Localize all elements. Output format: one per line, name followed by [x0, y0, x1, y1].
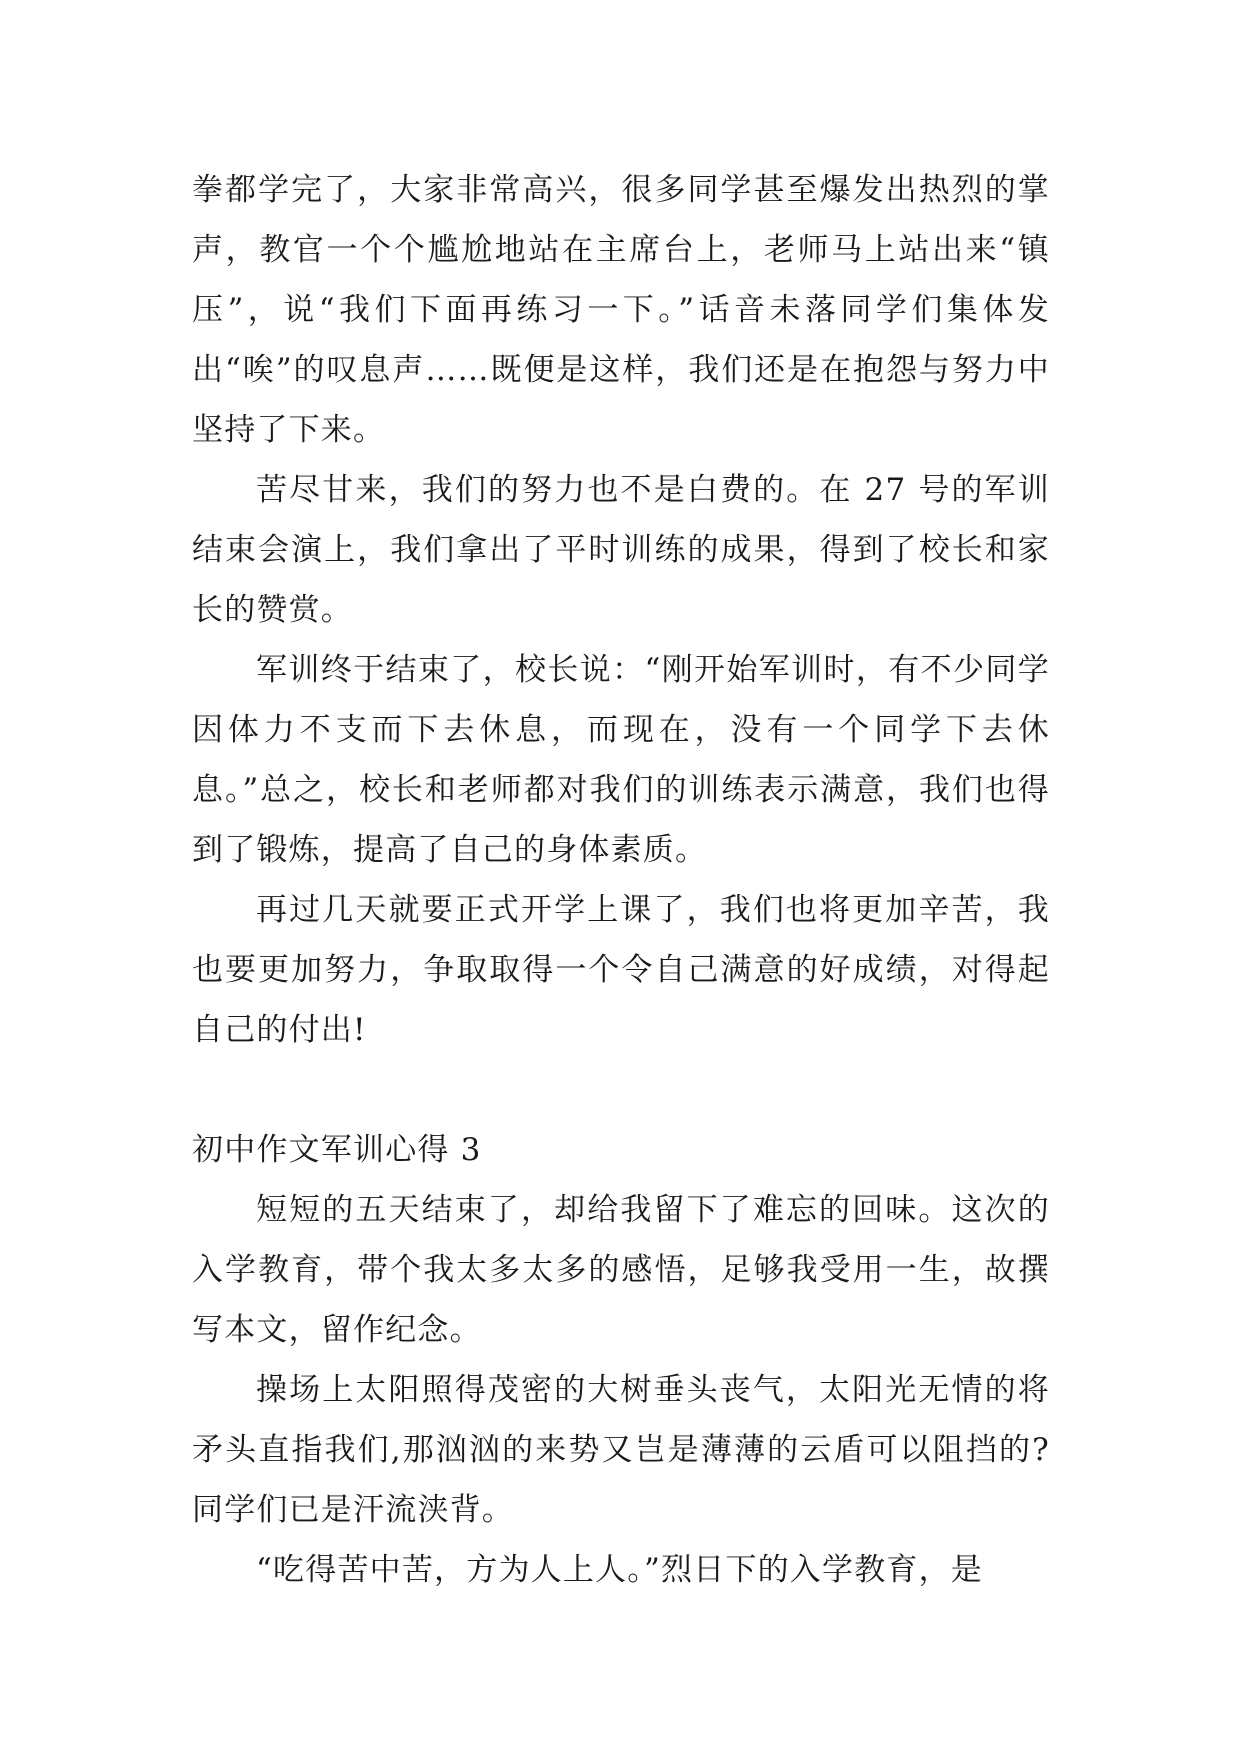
paragraph-3: 军训终于结束了，校长说：“刚开始军训时，有不少同学因体力不支而下去休息，而现在，没有一个同学下去休息。”总之，校长和老师都对我们的训练表示满意，我们也得到了锻炼，提高了自己的身体素质。 [192, 652, 1050, 868]
paragraph-2: 苦尽甘来，我们的努力也不是白费的。在 27 号的军训结束会演上，我们拿出了平时训练的成果，得到了校长和家长的赞赏。 [192, 472, 1050, 628]
paragraph-4: 再过几天就要正式开学上课了，我们也将更加辛苦，我也要更加努力，争取取得一个令自己满意的好成绩，对得起自己的付出! [192, 892, 1050, 1048]
paragraph-1: 拳都学完了，大家非常高兴，很多同学甚至爆发出热烈的掌声，教官一个个尴尬地站在主席台上，老师马上站出来“镇压”，说“我们下面再练习一下。”话音未落同学们集体发出“唉”的叹息声……既便是这样，我们还是在抱怨与努力中坚持了下来。 [192, 172, 1050, 448]
document-body [192, 160, 1050, 1600]
section-title: 初中作文军训心得 3 [192, 1132, 482, 1168]
paragraph-6: 操场上太阳照得茂密的大树垂头丧气，太阳光无情的将矛头直指我们,那汹汹的来势又岂是薄薄的云盾可以阻挡的?同学们已是汗流浃背。 [192, 1372, 1050, 1528]
paragraph-5: 短短的五天结束了，却给我留下了难忘的回味。这次的入学教育，带个我太多太多的感悟，足够我受用一生，故撰写本文，留作纪念。 [192, 1192, 1050, 1348]
section-gap [192, 1060, 1050, 1120]
paragraph-7: “吃得苦中苦，方为人上人。”烈日下的入学教育，是 [256, 1552, 983, 1588]
